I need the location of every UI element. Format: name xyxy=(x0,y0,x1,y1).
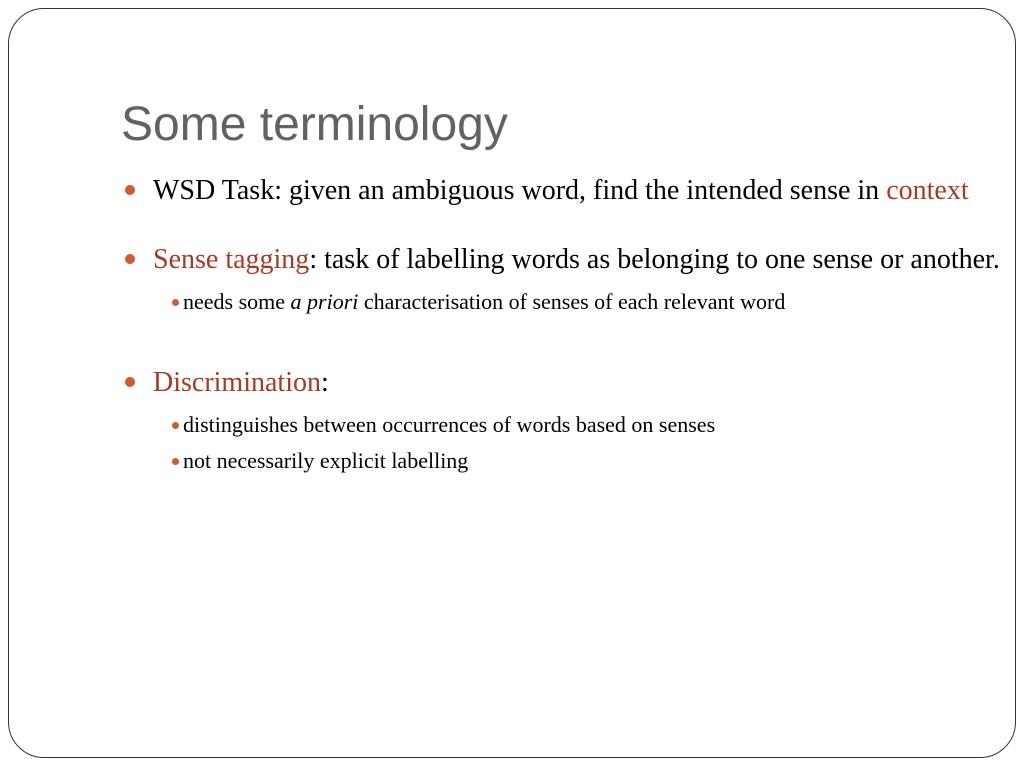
term-sense-tagging: Sense tagging xyxy=(153,244,310,275)
slide-title: Some terminology xyxy=(121,98,508,151)
sub-bullet-list xyxy=(153,407,1004,479)
bullet-sense-tagging xyxy=(124,242,1004,320)
bullet-text: : task of labelling words as belonging to one sense or another. xyxy=(309,244,1000,275)
bullet-discrimination xyxy=(124,365,1004,479)
sub-bullet-a-priori xyxy=(153,284,1004,320)
term-context: context xyxy=(886,175,969,206)
sub-bullet-explicit-labelling: not necessarily explicit labelling xyxy=(153,443,1004,479)
sub-bullet-list xyxy=(153,284,1004,320)
bullet-list xyxy=(124,173,1004,479)
sub-bullet-text: needs some xyxy=(183,289,291,314)
term-discrimination: Discrimination xyxy=(153,367,321,398)
sub-bullet-text: characterisation of senses of each relevant word xyxy=(358,289,786,314)
sub-bullet-distinguishes: distinguishes between occurrences of words based on senses xyxy=(153,407,1004,443)
term-a-priori: a priori xyxy=(290,289,359,314)
slide-frame xyxy=(8,8,1016,758)
bullet-text: WSD Task: given an ambiguous word, find the intended sense in xyxy=(153,175,887,206)
bullet-wsd-task xyxy=(124,173,1004,208)
slide-body xyxy=(124,173,1004,479)
bullet-text: : xyxy=(320,367,329,398)
